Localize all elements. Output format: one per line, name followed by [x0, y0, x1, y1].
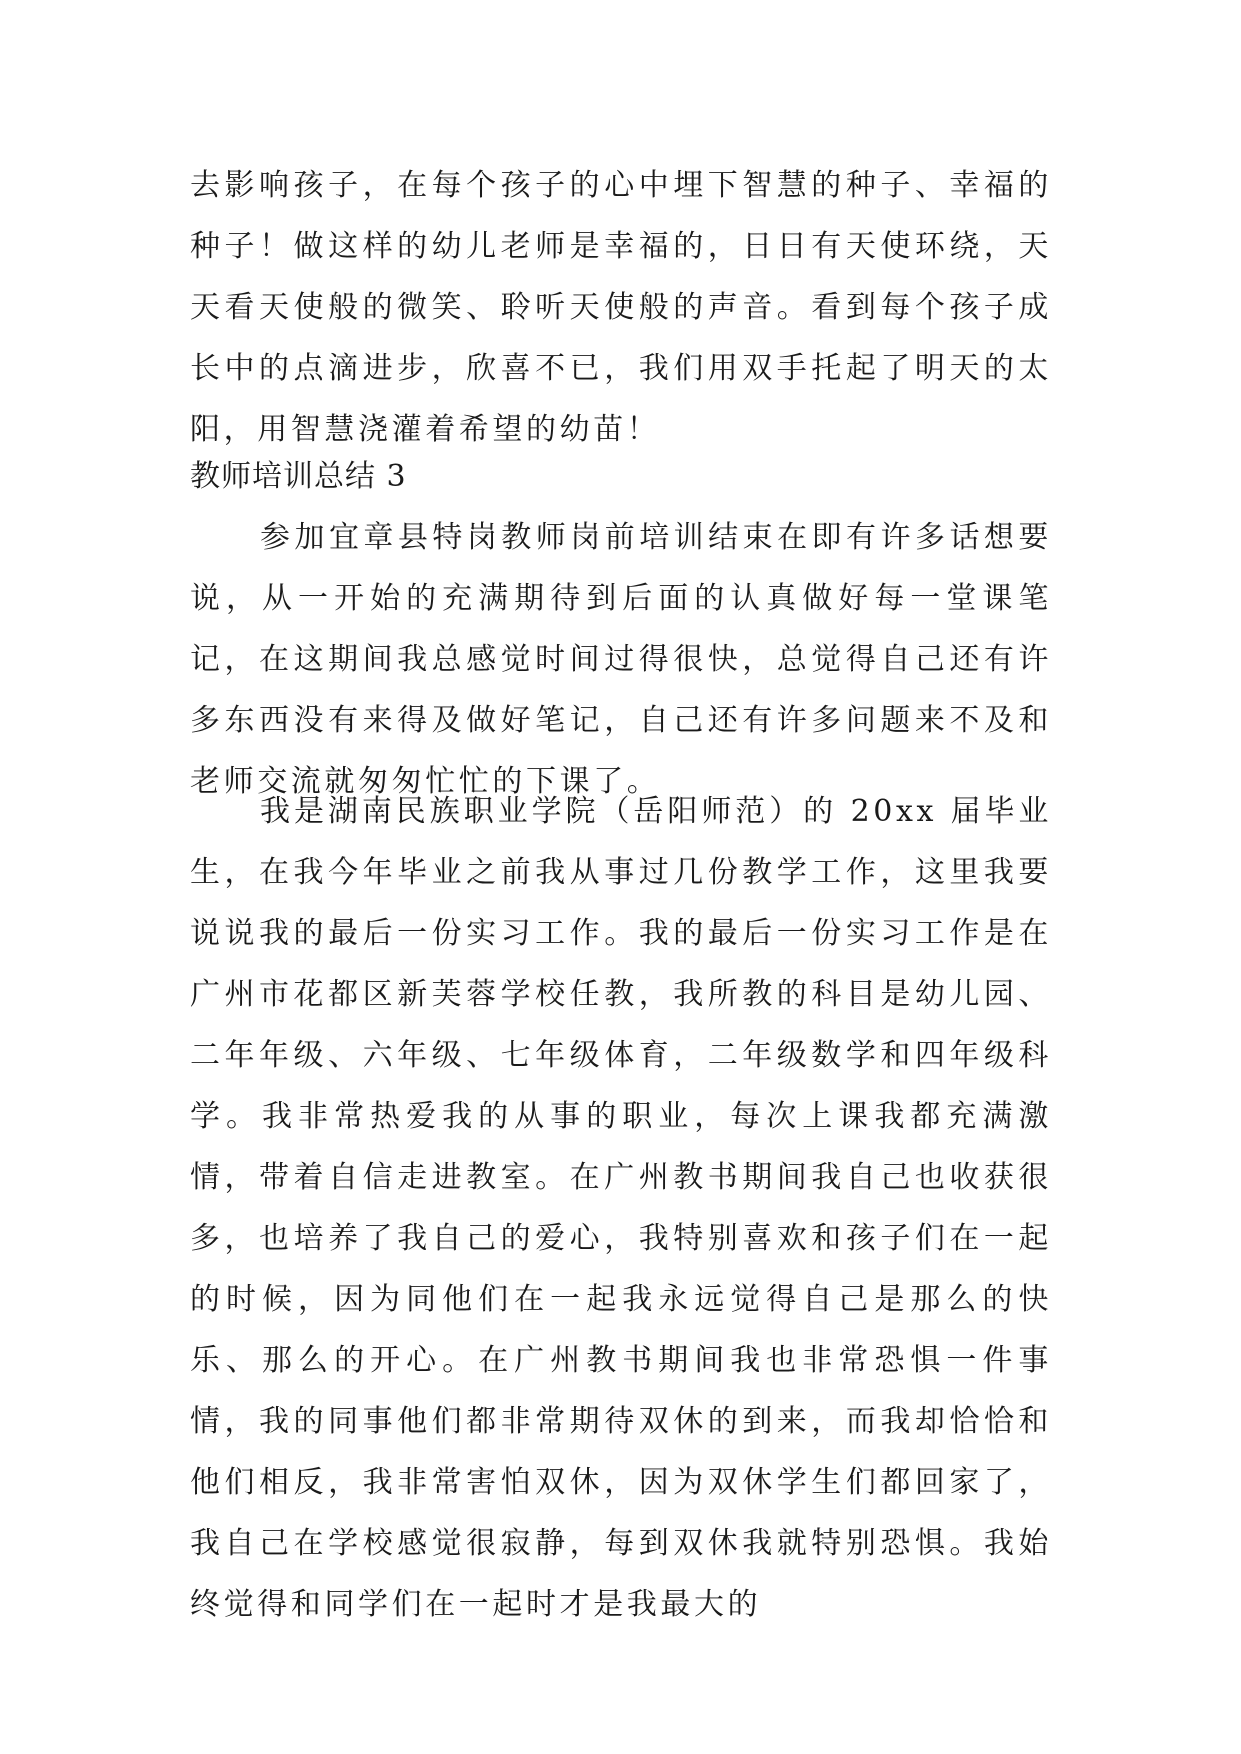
body-paragraph-2: 我是湖南民族职业学院（岳阳师范）的 20xx 届毕业生，在我今年毕业之前我从事过几份教学工作，这里我要说说我的最后一份实习工作。我的最后一份实习工作是在广州市花都区新芙蓉学校任教，我所教的科目是幼儿园、二年年级、六年级、七年级体育，二年级数学和四年级科学。我非常热爱我的从事的职业，每次上课我都充满激情，带着自信走进教室。在广州教书期间我自己也收获很多，也培养了我自己的爱心，我特别喜欢和孩子们在一起的时候，因为同他们在一起我永远觉得自己是那么的快乐、那么的开心。在广州教书期间我也非常恐惧一件事情，我的同事他们都非常期待双休的到来，而我却恰恰和他们相反，我非常害怕双休，因为双休学生们都回家了，我自己在学校感觉很寂静，每到双休我就特别恐惧。我始终觉得和同学们在一起时才是我最大的: [190, 794, 1052, 1622]
section-heading: 教师培训总结 3: [190, 459, 407, 494]
body-paragraph-continued: 去影响孩子，在每个孩子的心中埋下智慧的种子、幸福的种子！做这样的幼儿老师是幸福的，日日有天使环绕，天天看天使般的微笑、聆听天使般的声音。看到每个孩子成长中的点滴进步，欣喜不已，我们用双手托起了明天的太阳，用智慧浇灌着希望的幼苗！: [190, 168, 1052, 447]
body-paragraph-1: 参加宜章县特岗教师岗前培训结束在即有许多话想要说，从一开始的充满期待到后面的认真做好每一堂课笔记，在这期间我总感觉时间过得很快，总觉得自己还有许多东西没有来得及做好笔记，自己还有许多问题来不及和老师交流就匆匆忙忙的下课了。: [190, 520, 1052, 799]
